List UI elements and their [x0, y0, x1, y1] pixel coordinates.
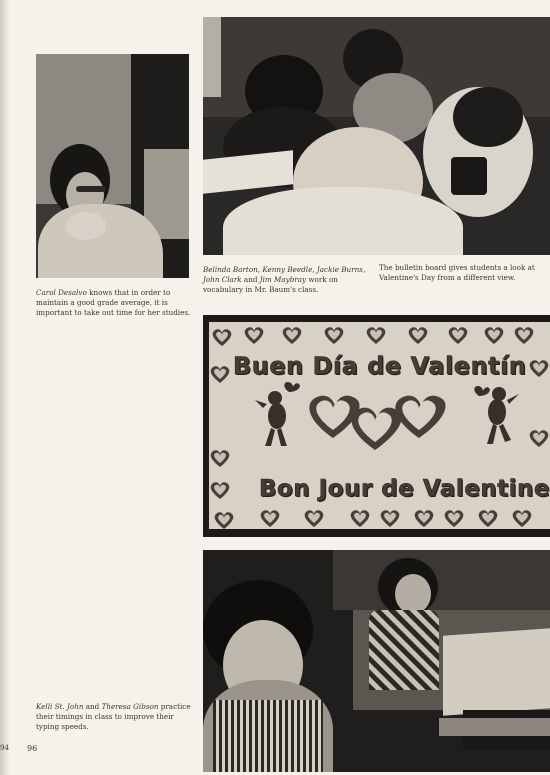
caption-typing-and: and: [83, 702, 102, 711]
caption-bulletin: [379, 263, 547, 283]
heart-icon: [245, 327, 264, 344]
heart-icon: [409, 327, 428, 344]
edge-page-number: 94: [0, 744, 9, 752]
heart-icon: [215, 512, 234, 529]
bulletin-board-surface: [209, 322, 550, 529]
caption-vocab-names-2: Jim Maybray: [259, 275, 307, 284]
cupid-left-icon: [255, 382, 300, 446]
heart-icon: [351, 510, 370, 527]
caption-typing-names-2: Theresa Gibson: [101, 702, 159, 711]
heart-icon: [305, 510, 324, 527]
page-number: 96: [27, 744, 38, 753]
heart-icon: [445, 510, 464, 527]
heart-icon: [283, 327, 302, 344]
photo-typing-class: [203, 550, 550, 772]
board-title-spanish: Buen Día de Valentín: [233, 352, 527, 380]
caption-vocabulary: [203, 265, 371, 295]
page-shadow: [0, 0, 10, 775]
caption-typing: [36, 702, 196, 732]
heart-icon: [381, 510, 400, 527]
board-title-french: Bon Jour de Valentine: [259, 476, 550, 502]
caption-bulletin-text: The bulletin board gives students a look at Valentine's Day from a different view.: [379, 263, 535, 282]
heart-icon: [213, 329, 232, 346]
heart-icon: [485, 327, 504, 344]
heart-icon: [211, 482, 230, 499]
caption-typing-names-1: Kelli St. John: [36, 702, 84, 711]
heart-icon: [449, 327, 468, 344]
heart-icon: [415, 510, 434, 527]
caption-vocab-and: and: [241, 275, 260, 284]
heart-icon: [530, 430, 549, 447]
photo-bulletin-board: [203, 315, 550, 537]
caption-vocab-text: work on vocabulary in Mr. Baum's class.: [203, 275, 338, 294]
heart-icon: [367, 327, 386, 344]
caption-vocab-names-1: Belinda Barton, Kenny Beedle, Jackie Burns, John Clark: [203, 265, 366, 284]
heart-icon: [325, 327, 344, 344]
heart-icon: [513, 510, 532, 527]
caption-carol-name: Carol Desalvo: [36, 288, 87, 297]
heart-icon: [515, 327, 534, 344]
heart-icon: [530, 360, 549, 377]
photo-carol-desalvo: [36, 54, 189, 278]
heart-icon: [261, 510, 280, 527]
caption-typing-text: practice their timings in class to improve their typing speeds.: [36, 702, 191, 731]
cupid-right-icon: [474, 386, 519, 444]
heart-icon: [211, 450, 230, 467]
heart-icon: [479, 510, 498, 527]
caption-carol: [36, 288, 196, 318]
heart-icon: [211, 366, 230, 383]
center-hearts: [309, 396, 445, 450]
photo-vocabulary-class: [203, 17, 550, 255]
caption-carol-text: knows that in order to maintain a good grade average, it is important to take out time for her studies.: [36, 288, 191, 317]
